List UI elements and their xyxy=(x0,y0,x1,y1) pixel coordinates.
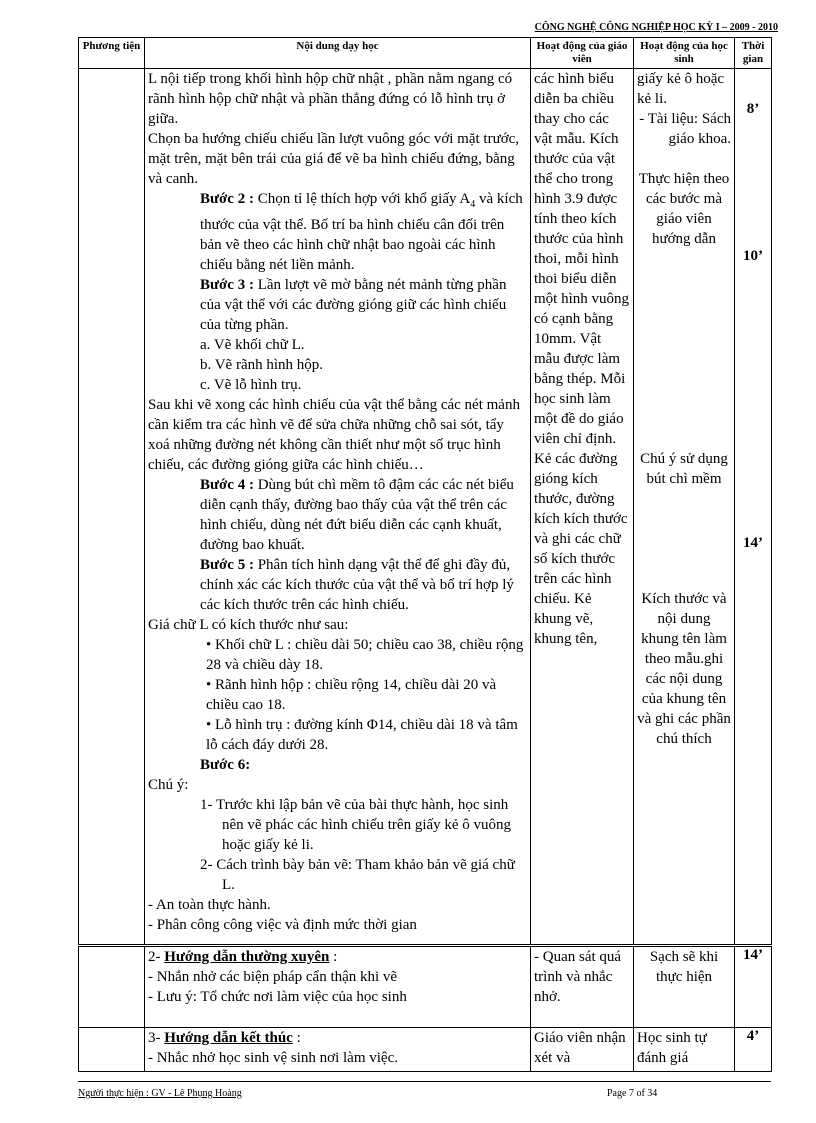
content-paragraph: - Nhắn nhở các biện pháp cẩn thận khi vẽ xyxy=(148,969,398,985)
time-cell xyxy=(735,946,772,1028)
student-activity-text: Kích thước và nội dung khung tên làm theo mẫu.ghi các nội dung của khung tên và ghi các phần chú thích xyxy=(637,591,731,747)
footer-page-number: Page 7 of 34 xyxy=(607,1088,658,1099)
header-equipment: Phương tiện xyxy=(79,38,145,69)
step-3 xyxy=(148,275,527,335)
time-value: 8’ xyxy=(746,101,760,117)
teacher-activity-cell xyxy=(531,1028,634,1072)
teacher-activity-text: các hình biểu diễn ba chiều thay cho các vật mẫu. Kích thước của vật thể cho trong hình 3.9 được tính theo kích thước của hình thoi, mỗi hình thoi biểu diễn một hình vuông có cạnh bằng 10mm. Vật mẫu được làm bằng thép. Mỗi học sinh làm một đề do giáo viên chỉ định. Kẻ các đường gióng kích thước, đường kích kích thước và ghi các chữ số kích thước trên các hình chiếu. Kẻ khung vẽ, khung tên, xyxy=(534,71,630,647)
step-5-label: Bước 5 : xyxy=(200,557,254,573)
section-title-text: Hướng dẫn thường xuyên xyxy=(164,949,330,965)
header-teacher-activity: Hoạt động của giáo viên xyxy=(531,38,634,69)
step-3-text: Lần lượt vẽ mờ bằng nét mảnh từng phần của vật thể với các đường gióng giữ các hình chiếu của từng phần. xyxy=(200,277,507,333)
student-activity-text: giấy kẻ ô hoặc kẻ li. xyxy=(637,71,725,107)
section-title-text: Hướng dẫn kết thúc xyxy=(164,1030,293,1046)
footer-divider xyxy=(78,1081,771,1082)
equipment-cell xyxy=(79,946,145,1028)
step-4 xyxy=(148,475,527,555)
section-title xyxy=(148,1028,527,1048)
content-paragraph: - Lưu ý: Tổ chức nơi làm việc của học sinh xyxy=(148,989,407,1005)
student-activity-text: Học sinh tự đánh giá xyxy=(637,1030,707,1066)
step-2-text-a: Chọn tỉ lệ thích hợp với khổ giấy A xyxy=(253,191,471,207)
step-3-label: Bước 3 : xyxy=(200,277,254,293)
table-header-row xyxy=(79,38,772,69)
table-row xyxy=(79,1028,772,1072)
step-5 xyxy=(148,555,527,615)
student-activity-cell xyxy=(634,946,735,1028)
table-row xyxy=(79,946,772,1028)
header-student-activity: Hoạt động của học sinh xyxy=(634,38,735,69)
section-number: 2- xyxy=(148,949,165,965)
content-paragraph: - Phân công công việc và định mức thời gian xyxy=(148,917,417,933)
step-4-label: Bước 4 : xyxy=(200,477,254,493)
equipment-cell xyxy=(79,1028,145,1072)
time-cell xyxy=(735,69,772,946)
step-2-text-b: và kích thước của vật thể. Bố trí ba hình chiếu cân đối trên bản vẽ theo các hình chữ nhật bao ngoài các hình chiếu bằng nét liền mảnh. xyxy=(200,191,523,273)
note-label: Chú ý: xyxy=(148,777,189,793)
teacher-activity-text: Giáo viên nhận xét và xyxy=(534,1030,626,1066)
content-paragraph: Sau khi vẽ xong các hình chiếu của vật thể bằng các nét mảnh cần kiểm tra các hình vẽ để sửa chữa những chỗ sai sót, tẩy xoá những đường nét không cần thiết như một số trục hình chiếu, các đường gióng giữa các hình chiếu… xyxy=(148,397,520,473)
step-2 xyxy=(148,189,527,275)
bullet-item: • Khối chữ L : chiều dài 50; chiều cao 38, chiều rộng 28 và chiều dày 18. xyxy=(206,637,524,673)
step-6 xyxy=(148,755,527,775)
student-activity-text: Chú ý sử dụng bút chì mềm xyxy=(640,451,728,487)
list-item: b. Vẽ rãnh hình hộp. xyxy=(200,357,324,373)
header-content: Nội dung dạy học xyxy=(145,38,531,69)
time-value: 14’ xyxy=(743,535,763,551)
list-item: a. Vẽ khối chữ L. xyxy=(200,337,305,353)
table-row xyxy=(79,69,772,946)
bullet-item: • Lỗ hình trụ : đường kính Φ14, chiều dài 18 và tâm lỗ cách đáy dưới 28. xyxy=(206,717,518,753)
student-activity-text: Sạch sẽ khi thực hiện xyxy=(649,949,719,985)
step-2-label: Bước 2 : xyxy=(200,191,254,207)
content-paragraph: Giá chữ L có kích thước như sau: xyxy=(148,617,349,633)
equipment-cell xyxy=(79,69,145,946)
section-title xyxy=(148,947,527,967)
time-value: 10’ xyxy=(743,248,763,264)
teacher-activity-text: - Quan sát quá trình và nhắc nhở. xyxy=(534,949,622,1005)
time-cell xyxy=(735,1028,772,1072)
bullet-item: • Rãnh hình hộp : chiều rộng 14, chiều dài 20 và chiều cao 18. xyxy=(206,677,497,713)
content-paragraph: - An toàn thực hành. xyxy=(148,897,271,913)
paper-size-subscript: 4 xyxy=(470,199,476,210)
teacher-activity-cell xyxy=(531,946,634,1028)
lesson-table xyxy=(78,37,772,1072)
content-paragraph: L nội tiếp trong khối hình hộp chữ nhật , phần nằm ngang có rãnh hình hộp chữ nhật và phần thẳng đứng có lỗ hình trụ ở giữa. xyxy=(148,71,513,127)
step-6-label: Bước 6: xyxy=(200,757,251,773)
student-activity-text: Thực hiện theo các bước mà giáo viên hướng dẫn xyxy=(638,171,730,247)
content-cell xyxy=(145,1028,531,1072)
note-item: 2- Cách trình bày bản vẽ: Tham khảo bản vẽ giá chữ L. xyxy=(200,857,515,893)
content-paragraph: Chọn ba hướng chiếu chiếu lần lượt vuông góc với mặt trước, mặt trên, mặt bên trái của giá để vẽ ba hình chiếu đứng, bằng và canh. xyxy=(148,131,520,187)
header-time: Thời gian xyxy=(735,38,772,69)
section-title-colon: : xyxy=(329,949,338,965)
teacher-activity-cell xyxy=(531,69,634,946)
student-activity-text: - Tài liệu: Sách giáo khoa. xyxy=(639,111,731,147)
time-value: 14’ xyxy=(743,947,763,963)
step-4-text: Dùng bút chì mềm tô đậm các các nét biểu diễn cạnh thấy, đường bao thấy của vật thể trên các hình chiếu, dùng nét đứt biểu diễn các cạnh khuất, đường bao khuất. xyxy=(200,477,514,553)
step-5-text: Phân tích hình dạng vật thể để ghi đầy đủ, chính xác các kích thước của vật thể và bố trí hợp lý các kích thước trên các hình chiếu. xyxy=(200,557,514,613)
content-cell xyxy=(145,69,531,946)
student-activity-cell xyxy=(634,69,735,946)
note-item: 1- Trước khi lập bản vẽ của bài thực hành, học sinh nên vẽ phác các hình chiếu trên giấy kẻ ô vuông hoặc giấy kẻ li. xyxy=(200,797,512,853)
footer-author: Người thực hiện : GV - Lê Phụng Hoàng xyxy=(78,1088,242,1099)
list-item: c. Vẽ lỗ hình trụ. xyxy=(200,377,302,393)
content-cell xyxy=(145,946,531,1028)
section-number: 3- xyxy=(148,1030,165,1046)
content-paragraph: - Nhắc nhở học sinh vệ sinh nơi làm việc. xyxy=(148,1050,398,1066)
time-value: 4’ xyxy=(746,1028,760,1044)
section-title-colon: : xyxy=(292,1030,301,1046)
student-activity-cell xyxy=(634,1028,735,1072)
document-header-title: CÔNG NGHỆ CÔNG NGHIỆP HỌC KỲ I – 2009 - 2010 xyxy=(534,22,778,33)
